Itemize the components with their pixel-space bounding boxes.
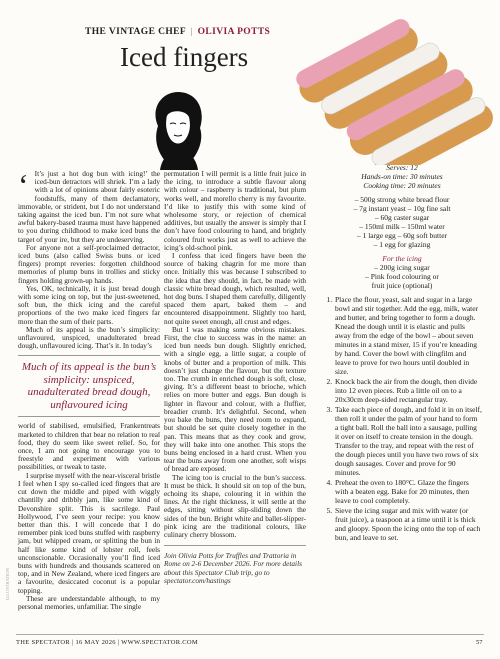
method-step: 4. Preheat the oven to 180°C. Glaze the fingers with a beaten egg. Bake for 20 minutes, then leave to cool completely. xyxy=(334,478,482,505)
article-paragraph: permutation I will permit is a little fruit juice in the icing, to introduce a subtle flavour along with colour – raspberry is traditional, but plum works well, and morello cherry is my favourite. I’d like to justify this with some kind of wholesome story, or rejection of chemical additives, but usually the answer is simply that I don’t have food colouring to hand, and brightly coloured fruit works just as well to achieve the icing’s old-school pink. xyxy=(164,169,306,252)
ingredient-item: – 1 egg for glazing xyxy=(373,240,431,249)
method-step: 5. Sieve the icing sugar and mix with water (or fruit juice), a teaspoon at a time until it is thick and gloopy. Spoon the icing onto the top of each bun, and leave to set. xyxy=(334,506,482,542)
ingredient-item: – 150ml milk – 150ml water xyxy=(359,222,445,231)
article-paragraph xyxy=(18,167,160,244)
recipe-hands-on-time: Hands-on time: 30 minutes xyxy=(361,172,443,181)
footer-publication-line: THE SPECTATOR | 16 MAY 2026 | WWW.SPECTATOR.COM xyxy=(16,639,198,646)
recipe-panel xyxy=(322,163,482,543)
column-kicker xyxy=(85,27,270,37)
article-paragraph: The icing too is crucial to the bun’s success. It must be thick. It should sit on top of the bun, echoing its shape, colouring it in within the lines. At the right thickness, it will settle at the edges, sitting without slip-sliding down the sides of the bun. Bright white and ballet-slipper-pink icing are the traditional colours, like culinary cherry blossom. xyxy=(164,472,306,539)
icing-ingredient-item: fruit juice (optional) xyxy=(371,281,433,290)
ingredient-item: – 500g strong white bread flour xyxy=(354,195,450,204)
article-paragraph: I surprise myself with the near-visceral bristle I feel when I spy so-called iced fingers that are cut down the middle and piped with wiggly chantilly and dribbly jam, like some kind of Devonshire split. This is sacrilege. Paul Hollywood, I’ve seen your recipe: you know better than this. I will concede that I do remember pink iced buns stuffed with raspberry jam, but whipped cream, or splitting the bun in half like some kind of lobster roll, feels unconscionable. Occasionally you’ll find iced buns with hundreds and thousands scattered on top, and in New Zealand, where iced fingers are a favourite, desiccated coconut is a popular topping. xyxy=(18,470,160,595)
article-paragraph: I confess that iced fingers have been the source of baking chagrin for me more than once. Initially this was because I subscribed to the idea that they should, in fact, be made with classic white bread dough, which resulted, well, hot dog buns. I shaped them carefully, diligently spaced them apart, baked them – and encountered disappointment. Slightly too hard, not quite sweet enough, all crust and edges. xyxy=(164,251,306,326)
promo-note: Join Olivia Potts for Truffles and Trattoria in Rome on 2-6 December 2026. For more details about this Spectator Club trip, go to spectator.com/hastings xyxy=(164,545,306,585)
method-step: 1. Place the flour, yeast, salt and sugar in a large bowl and stir together. Add the egg, milk, water and butter, and bring together to form a dough. Knead the dough until it is elastic and pulls away from the edge of the bowl – about seven minutes in a stand mixer, 15 if you’re kneading by hand. Cover the bowl with clingfilm and leave to prove for two hours until doubled in size. xyxy=(334,295,482,376)
icing-ingredient-item: – 200g icing sugar xyxy=(374,263,430,272)
article-paragraph: But I was making some obvious mistakes. First, the clue to success was in the name: an iced bun needs bun dough. Slightly enriched, with a single egg, a little sugar, a couple of knobs of butter and a proportion of milk. This doesn’t just change the flavour, but the texture too. The crumb in enriched dough is soft, close, giving. It’s a different beast to brioche, which relies on more butter and eggs. Bun dough is lighter in flavour and colour, with a fluffier, breadier crumb. It’s delightful. Second, when you bake the buns, they need room to expand, but should be set quite closely together in the pan. This means that as they cook and grow, they will bake into one another. This stops the buns being enclosed in a hard crust. When you tear the buns away from one another, soft wisps of bread are exposed. xyxy=(164,324,306,474)
ingredient-item: – 60g caster sugar xyxy=(374,213,430,222)
pull-quote: Much of its appeal is the bun’s simplicity: unspiced, unadulterated bread dough, unflavoured icing xyxy=(18,355,160,417)
article-column-1 xyxy=(18,167,160,611)
article-title: Iced fingers xyxy=(120,42,249,72)
ingredient-item: – 7g instant yeast – 10g fine salt xyxy=(353,204,451,213)
recipe-serves: Serves: 12 xyxy=(386,163,418,172)
method-step: 3. Take each piece of dough, and fold it in on itself, then roll it under the palm of your hand to form a tight ball. Roll the ball into a sausage, pulling it over on itself to create tension in the dough. Transfer to the tray, and repeat with the rest of the dough pieces until you have two rows of six dough sausages. Cover and prove for 90 minutes. xyxy=(334,405,482,477)
illustration-credit: ILLUSTRATION xyxy=(5,568,10,600)
iced-fingers-illustration xyxy=(290,15,500,165)
article-column-2 xyxy=(164,170,306,585)
drop-quote-mark: ‘ xyxy=(18,167,29,203)
page-number: 57 xyxy=(476,639,483,646)
method-step: 2. Knock back the air from the dough, then divide into 12 even pieces. Rub a little oil on to a 20x30cm deep-sided rectangular tray. xyxy=(334,377,482,404)
footer-rule xyxy=(16,634,484,635)
ingredient-item: – 1 large egg – 60g soft butter xyxy=(356,231,448,240)
article-paragraph: Yes, OK, technically, it is just bread dough with some icing on top, but the just-sweetened, soft bun, the thick icing and the careful proportions of the two make iced fingers far more than the sum of their parts. xyxy=(18,283,160,326)
lead-paragraph-text: It’s just a hot dog bun with icing!’ the iced-bun detractors will shriek. I’m a lady with a lot of opinions about fairly esoteric foodstuffs, many of them declamatory, immovable, or strident, but I do not understand taking against the iced bun. I’m not sure what awful bakery-based trauma must have happened to you during childhood to make iced buns the target of your ire, but they are undeserving. xyxy=(18,169,160,244)
article-paragraph: Much of its appeal is the bun’s simplicity: unflavoured, unspiced, unadulterated bread dough, unflavoured icing. That’s it. In today’s xyxy=(18,324,160,351)
author-name: OLIVIA POTTS xyxy=(197,27,271,37)
method-steps xyxy=(322,295,482,542)
article-paragraph: These are understandable although, to my personal memories, unfamiliar. The single xyxy=(18,593,160,611)
article-paragraph: For anyone not a self-proclaimed detractor, iced buns (also called Swiss buns or iced fingers) prompt reveries: forgotten childhood memories of plump buns in trollies and sticky fingers holding grown-up hands. xyxy=(18,242,160,285)
icing-subheading: For the icing xyxy=(382,254,422,263)
kicker-separator: | xyxy=(190,27,193,37)
column-name: THE VINTAGE CHEF xyxy=(85,27,186,37)
icing-ingredient-item: – Pink food colouring or xyxy=(365,272,439,281)
article-paragraph: world of stabilised, emulsified, Frankentreats marketed to children that bear no relation to real food, they do seem like sweet relief. So, for once, I am not going to encourage you to freestyle and experiment with various possibilities, or tweak to taste. xyxy=(18,421,160,472)
recipe-cooking-time: Cooking time: 20 minutes xyxy=(363,181,441,190)
author-portrait-illustration xyxy=(140,88,216,170)
